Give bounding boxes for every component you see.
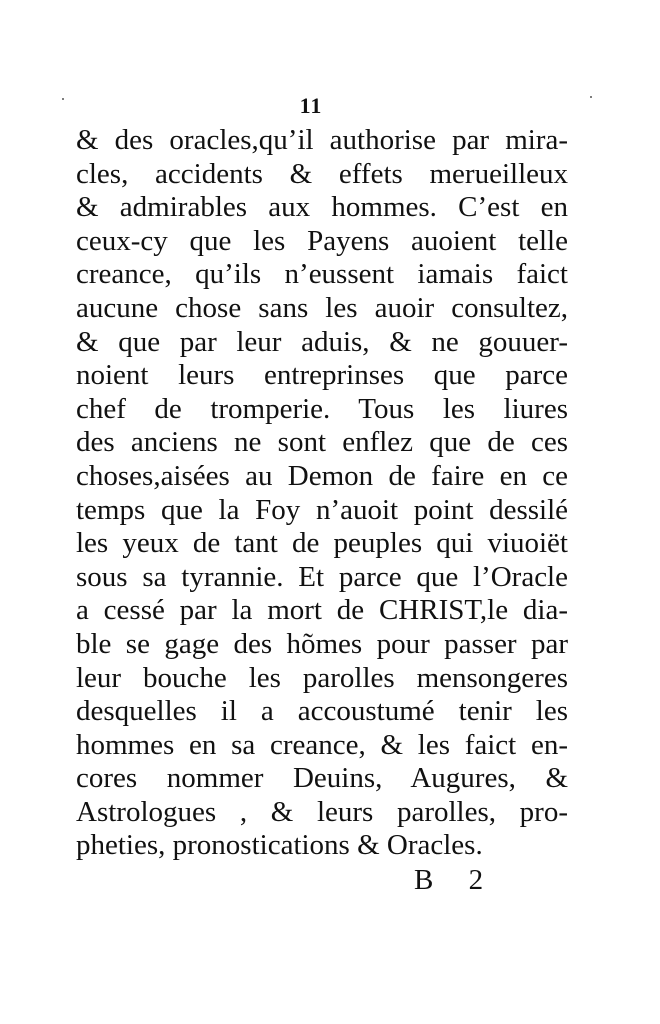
text-line: Astrologues , & leurs parolles, pro- bbox=[76, 795, 568, 828]
page-number: 11 bbox=[299, 93, 323, 118]
text-line: aucune chose sans les auoir consultez, bbox=[76, 291, 568, 324]
text-line: cores nommer Deuins, Augures, & bbox=[76, 762, 568, 795]
paper-speck bbox=[62, 98, 64, 100]
text-line: temps que la Foy n’auoit point dessilé bbox=[76, 493, 568, 526]
text-line: & admirables aux hommes. C’est en bbox=[76, 191, 568, 224]
text-line: choses,aisées au Demon de faire en ce bbox=[76, 459, 568, 492]
text-line: leur bouche les parolles mensongeres bbox=[76, 661, 568, 694]
text-line: des anciens ne sont enflez que de ces bbox=[76, 426, 568, 459]
text-line: & que par leur aduis, & ne gouuer- bbox=[76, 325, 568, 358]
text-line: sous sa tyrannie. Et parce que l’Oracle bbox=[76, 560, 568, 593]
text-line: a cessé par la mort de CHRIST,le dia- bbox=[76, 594, 568, 627]
text-line: noient leurs entreprinses que parce bbox=[76, 359, 568, 392]
text-line: ble se gage des hõmes pour passer par bbox=[76, 627, 568, 660]
text-line: les yeux de tant de peuples qui viuoiët bbox=[76, 527, 568, 560]
body-text bbox=[76, 124, 568, 863]
text-line: cles, accidents & effets merueilleux bbox=[76, 157, 568, 190]
signature-mark: B 2 bbox=[414, 864, 498, 896]
text-line: & des oracles,qu’il authorise par mira- bbox=[76, 124, 568, 156]
text-line: hommes en sa creance, & les faict en- bbox=[76, 728, 568, 761]
text-line: chef de tromperie. Tous les liures bbox=[76, 392, 568, 425]
text-line: desquelles il a accoustumé tenir les bbox=[76, 695, 568, 728]
paper-speck bbox=[590, 96, 592, 98]
text-line: creance, qu’ils n’eussent iamais faict bbox=[76, 258, 568, 291]
text-line: ceux-cy que les Payens auoient telle bbox=[76, 224, 568, 257]
text-line: pheties, pronostications & Oracles. bbox=[76, 829, 483, 862]
